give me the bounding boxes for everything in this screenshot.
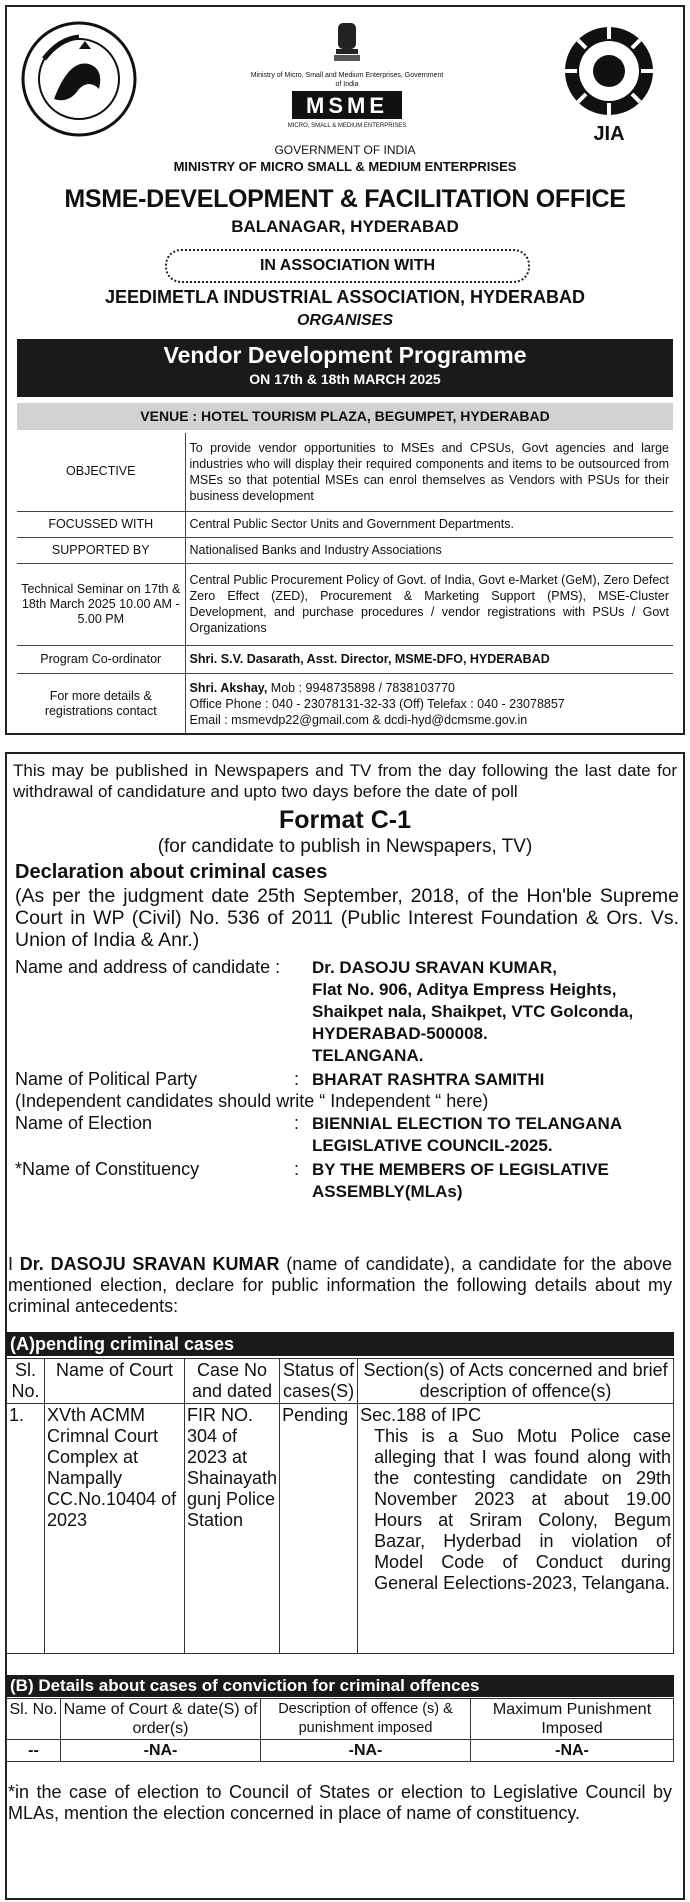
msme-subtitle: MICRO, SMALL & MEDIUM ENTERPRISES: [287, 123, 407, 129]
msme-logo-icon: [292, 91, 402, 119]
party-value: BHARAT RASHTRA SAMITHI: [312, 1070, 545, 1089]
contact-details: [185, 673, 673, 735]
colon: :: [294, 1069, 300, 1089]
cell-section: [358, 1404, 674, 1654]
row-value: Nationalised Banks and Industry Associations: [185, 537, 673, 563]
format-title: Format C-1: [279, 806, 411, 834]
organises-label: ORGANISES: [296, 312, 393, 329]
column-header: Section(s) of Acts concerned and brief description of offence(s): [358, 1359, 674, 1404]
contact-email: Email : msmevdp22@gmail.com & dcdi-hyd@dcmsme.gov.in: [189, 713, 528, 728]
column-header: Sl. No.: [7, 1699, 61, 1740]
table-row: [7, 1404, 674, 1654]
column-header: Name of Court: [45, 1359, 185, 1404]
election-value: BIENNIAL ELECTION TO TELANGANA: [312, 1114, 623, 1133]
cell-sl: 1.: [7, 1404, 45, 1654]
government-of-india: GOVERNMENT OF INDIA: [274, 143, 416, 157]
programme-dates: ON 17th & 18th MARCH 2025: [249, 371, 441, 387]
programme-details-table: [17, 433, 673, 735]
table-row: [7, 1740, 674, 1762]
candidate-address-line: Shaikpet nala, Shaikpet, VTC Golconda,: [312, 1002, 634, 1021]
contact-name: Shri. Akshay,: [189, 681, 268, 696]
programme-title: Vendor Development Programme: [163, 342, 527, 368]
column-header: Name of Court & date(S) of order(s): [61, 1699, 261, 1740]
association-name: JEEDIMETLA INDUSTRIAL ASSOCIATION, HYDERABAD: [104, 287, 586, 307]
msme-logo-text: MSME: [306, 93, 388, 118]
publication-note: This may be published in Newspapers and TV from the day following the last date for withdrawal of candidature and upto two days before the date of poll: [13, 761, 677, 801]
table-row: [17, 563, 673, 645]
declaration-paragraph: [8, 1254, 672, 1317]
candidate-address-line: HYDERABAD-500008.: [312, 1024, 488, 1043]
ministry-small-text: Ministry of Micro, Small and Medium Enterprises, Government of India: [250, 72, 444, 88]
row-value: To provide vendor opportunities to MSEs and CPSUs, Govt agencies and large industries who will display their required components and items to be outsourced from MSEs so that potential MSEs can enrol themselves as Vendors with PSUs for their business development: [189, 440, 669, 503]
constituency-value: ASSEMBLY(MLAs): [312, 1182, 463, 1201]
conviction-table: [6, 1698, 674, 1762]
section-text: Sec.188 of IPC: [360, 1405, 482, 1425]
office-location: BALANAGAR, HYDERABAD: [231, 217, 459, 236]
cell-punishment: -NA-: [471, 1740, 674, 1762]
format-subtitle: (for candidate to publish in Newspapers, TV): [157, 836, 533, 857]
column-header: Description of offence (s) & punishment imposed: [261, 1699, 471, 1740]
column-header: Sl. No.: [7, 1359, 45, 1404]
contact-mobile: Mob : 9948735898 / 7838103770: [267, 681, 455, 696]
colon: :: [294, 1159, 300, 1179]
venue-bar: VENUE : HOTEL TOURISM PLAZA, BEGUMPET, HYDERABAD: [17, 403, 673, 430]
row-label: SUPPORTED BY: [17, 537, 185, 563]
section-a-heading: (A)pending criminal cases: [6, 1332, 674, 1356]
row-label: For more details & registrations contact: [17, 673, 185, 735]
cell-offence: -NA-: [261, 1740, 471, 1762]
table-row: [17, 537, 673, 563]
party-label: Name of Political Party: [15, 1069, 198, 1089]
para-prefix: I: [8, 1254, 20, 1274]
column-header: Maximum Punishment Imposed: [471, 1699, 674, 1740]
jia-logo-icon: [549, 19, 669, 144]
row-value: Central Public Sector Units and Government Departments.: [185, 511, 673, 537]
row-label: FOCUSSED WITH: [17, 511, 185, 537]
ministry-heading: MINISTRY OF MICRO SMALL & MEDIUM ENTERPRISES: [173, 159, 517, 174]
para-candidate-name: Dr. DASOJU SRAVAN KUMAR: [19, 1254, 280, 1274]
cell-court: XVth ACMM Crimnal Court Complex at Nampally CC.No.10404 of 2023: [45, 1404, 185, 1654]
election-value: LEGISLATIVE COUNCIL-2025.: [312, 1136, 553, 1155]
association-box: IN ASSOCIATION WITH: [165, 249, 530, 283]
colon: :: [294, 1113, 300, 1133]
column-header: Case No and dated: [185, 1359, 280, 1404]
cell-court: -NA-: [61, 1740, 261, 1762]
pending-cases-table: [6, 1358, 674, 1654]
election-label: Name of Election: [15, 1113, 153, 1133]
judgment-reference: (As per the judgment date 25th September, 2018, of the Hon'ble Supreme Court in WP (Civil) No. 536 of 2011 (Public Interest Foundation & Ors. Vs. Union of India & Anr.): [15, 885, 679, 951]
independent-note: (Independent candidates should write “ Independent “ here): [15, 1091, 489, 1111]
case-description: This is a Suo Motu Police case alleging that I was found along with the contesting candidate on 29th November 2023 at about 19.00 Hours at Sriram Colony, Begum Bazar, Hyderbad in violation of Model Code of Conduct during General Eelections-2023, Telangana.: [374, 1426, 671, 1593]
cell-case: FIR NO. 304 of 2023 at Shainayath gunj Police Station: [185, 1404, 280, 1654]
table-header-row: [7, 1699, 674, 1740]
table-header-row: [7, 1359, 674, 1404]
contact-office: Office Phone : 040 - 23078131-32-33 (Off) Telefax : 040 - 23078857: [189, 697, 565, 712]
candidate-label: Name and address of candidate :: [15, 957, 281, 977]
row-label: Technical Seminar on 17th & 18th March 2025 10.00 AM - 5.00 PM: [17, 563, 185, 645]
constituency-value: BY THE MEMBERS OF LEGISLATIVE: [312, 1160, 609, 1179]
row-label: OBJECTIVE: [17, 433, 185, 511]
table-row: [17, 433, 673, 511]
cell-status: Pending: [280, 1404, 358, 1654]
ashoka-emblem-icon: [332, 19, 362, 65]
row-label: Program Co-ordinator: [17, 645, 185, 673]
candidate-address-line: TELANGANA.: [312, 1046, 424, 1065]
table-row: [17, 511, 673, 537]
candidate-name: Dr. DASOJU SRAVAN KUMAR,: [312, 958, 557, 977]
declaration-heading: Declaration about criminal cases: [15, 861, 328, 883]
cell-sl: --: [7, 1740, 61, 1762]
jia-label: JIA: [593, 123, 625, 144]
row-value: Shri. S.V. Dasarath, Asst. Director, MSME-DFO, HYDERABAD: [185, 645, 673, 673]
para-text: (name of candidate), a candidate for the above mentioned election, declare for public information the following details about my criminal antecedents:: [8, 1254, 672, 1316]
constituency-label: *Name of Constituency: [15, 1159, 200, 1179]
footnote: *in the case of election to Council of States or election to Legislative Council by MLAs, mention the election concerned in place of name of constituency.: [8, 1782, 672, 1823]
programme-banner: [17, 339, 673, 397]
msme-advertisement: [5, 5, 685, 735]
table-row: [17, 645, 673, 673]
row-value: Central Public Procurement Policy of Govt. of India, Govt e-Market (GeM), Zero Defect Zero Effect (ZED), Procurement & Marketing Support (PMS), MSE-Cluster Development, and purchase procedures / vendor registrations with PSUs / Govt Organizations: [185, 563, 673, 645]
candidate-address-line: Flat No. 906, Aditya Empress Heights,: [312, 980, 617, 999]
section-b-heading: (B) Details about cases of conviction for criminal offences: [6, 1675, 674, 1697]
vishwakarma-logo-icon: [19, 19, 139, 139]
table-row: [17, 673, 673, 735]
office-title: MSME-DEVELOPMENT & FACILITATION OFFICE: [64, 185, 626, 213]
column-header: Status of cases(S): [280, 1359, 358, 1404]
